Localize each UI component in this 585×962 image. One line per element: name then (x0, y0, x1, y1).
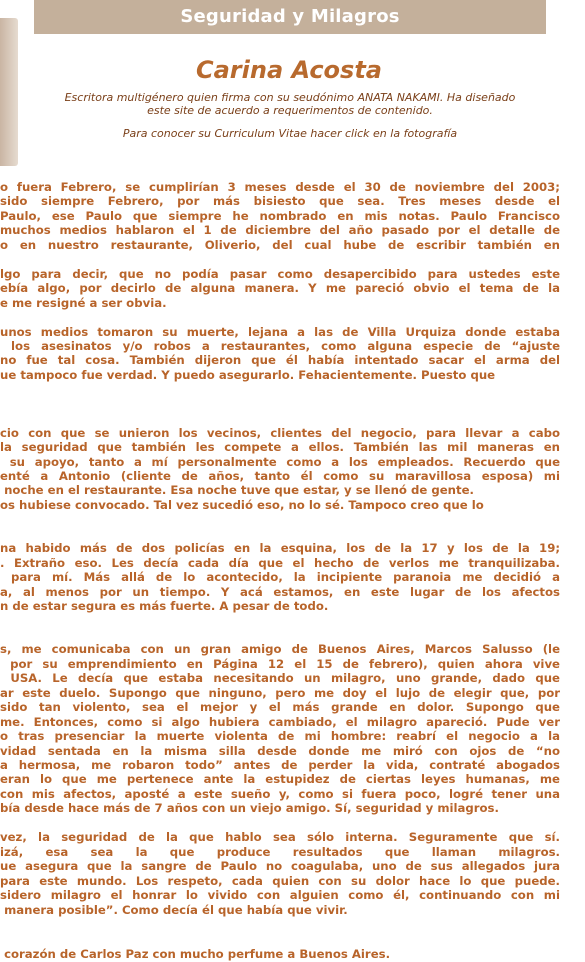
article-line: lgo para decir, que no podía pasar como desapercibido para ustedes este (0, 266, 560, 281)
article-line: corazón de Carlos Paz con mucho perfume a Buenos Aires. (0, 946, 391, 961)
article-line (0, 931, 560, 946)
article-line: la seguridad que también les compete a ellos. También las mil maneras en (0, 440, 560, 455)
article-line: manera posible”. Como decía él que había que vivir. (0, 902, 348, 917)
article-line: me. Entonces, como si algo hubiera cambiado, el milagro apareció. Pude ver (0, 714, 560, 729)
side-tab-decoration (0, 18, 18, 166)
article-line: noche en el restaurante. Esa noche tuve que estar, y se llenó de gente. (0, 483, 474, 498)
article-line: . Extraño eso. Les decía cada día que el hecho de verlos me tranquilizaba. (0, 555, 560, 570)
article-line: sido tan violento, sea el mejor y el más grande en dolor. Supongo que (0, 700, 560, 715)
article-line: sido siempre Febrero, por más bisiesto que sea. Tres meses desde el (0, 194, 560, 209)
article-line: no fue tal cosa. También dijeron que él había intentado sacar el arma del (0, 353, 560, 368)
article-line: s, me comunicaba con un gran amigo de Buenos Aires, Marcos Salusso (le (0, 642, 560, 657)
article-line (0, 252, 560, 267)
author-intro-line: Escritora multigénero quien firma con su seudónimo ANATA NAKAMI. Ha diseñado (64, 91, 516, 104)
article-line (0, 614, 560, 629)
article-line: su apoyo, tanto a mí personalmente como a los empleados. Recuerdo que (0, 454, 560, 469)
article-line: a hermosa, me robaron todo” antes de perder la vida, contraté abogados (0, 758, 560, 772)
article-line: o fuera Febrero, se cumplirían 3 meses desde el 30 de noviembre del 2003; (0, 180, 560, 194)
article-line (0, 527, 560, 542)
article-line: na habido más de dos policías en la esquina, los de la 17 y los de la 19; (0, 541, 560, 556)
article-line: ue tampoco fue verdad. Y puedo asegurarlo. Fehacientemente. Puesto que (0, 367, 496, 382)
article-line: para mí. Más allá de lo acontecido, la incipiente paranoia me decidió a (0, 570, 560, 585)
author-intro-line: este site de acuerdo a requerimentos de contenido. (147, 103, 433, 117)
article-line (0, 397, 560, 412)
article-line: ar este duelo. Supongo que ninguno, pero me doy el lujo de elegir que, por (0, 685, 560, 700)
article-line: os hubiese convocado. Tal vez sucedió eso, no lo sé. Tampoco creo que lo (0, 497, 484, 512)
article-line: los asesinatos y/o robos a restaurantes, como alguna especie de “ajuste (0, 338, 560, 353)
article-line (0, 512, 560, 527)
page-title: Seguridad y Milagros (180, 6, 400, 27)
article-line: sidero milagro el honrar lo vivido con alguien como él, continuando con mi (0, 888, 560, 903)
article-line: e me resigné a ser obvia. (0, 295, 167, 310)
article-line: n de estar segura es más fuerte. A pesar de todo. (0, 599, 329, 614)
article-line (0, 310, 560, 325)
article-line: o tras presenciar la muerte violenta de mi hombre: reabrí el negocio a la (0, 729, 560, 744)
article-line: vidad sentada en la misma silla desde donde me miró con ojos de “no (0, 743, 560, 758)
article-line: para este mundo. Los respeto, cada quien con su dolor hace lo que puede. (0, 873, 560, 888)
article-line: con mis afectos, aposté a este sueño y, como si fuera poco, logré tener una (0, 786, 560, 801)
article-line: muchos medios hablaron el 1 de diciembre del año pasado por el detalle de (0, 223, 560, 238)
article-line (0, 382, 560, 397)
article-line: enté a Antonio (cliente de años, tanto él como su maravillosa esposa) mi (0, 469, 560, 483)
article-line: por su emprendimiento en Página 12 el 15 de febrero), quien ahora vive (0, 656, 560, 671)
article-line: USA. Le decía que estaba necesitando un milagro, uno grande, dado que (0, 671, 560, 686)
article-line: a, al menos por un tiempo. Y acá estamos, en este lugar de los afectos (0, 584, 560, 599)
article-line: izá, esa sea la que produce resultados que llaman milagros. (0, 844, 560, 859)
article-line (0, 411, 560, 426)
article-line: bía desde hace más de 7 años con un viejo amigo. Sí, seguridad y milagros. (0, 801, 499, 816)
header-banner (34, 0, 546, 34)
article-line (0, 816, 560, 831)
article-line: ue asegura que la sangre de Paulo no coagulaba, uno de sus allegados jura (0, 859, 560, 874)
cv-link-note[interactable]: Para conocer su Curriculum Vitae hacer click en la fotografía (122, 127, 458, 140)
article-line (0, 628, 560, 643)
author-intro (30, 92, 550, 117)
article-line: o en nuestro restaurante, Oliverio, del cual hube de escribir también en (0, 237, 560, 252)
article-line: vez, la seguridad de la que hablo sea sólo interna. Seguramente que sí. (0, 830, 560, 845)
article-line: Paulo, ese Paulo que siempre he nombrado en mis notas. Paulo Francisco (0, 208, 560, 223)
article-line (0, 917, 560, 932)
article-line: cio con que se unieron los vecinos, clientes del negocio, para llevar a cabo (0, 425, 560, 440)
article-line: ebía algo, por decirlo de alguna manera. Y me pareció obvio el tema de la (0, 281, 560, 296)
article-line: unos medios tomaron su muerte, lejana a las de Villa Urquiza donde estaba (0, 324, 560, 339)
author-name: Carina Acosta (195, 56, 382, 84)
article-line: eran lo que me pertenece ante la estupidez de ciertas leyes humanas, me (0, 772, 560, 787)
